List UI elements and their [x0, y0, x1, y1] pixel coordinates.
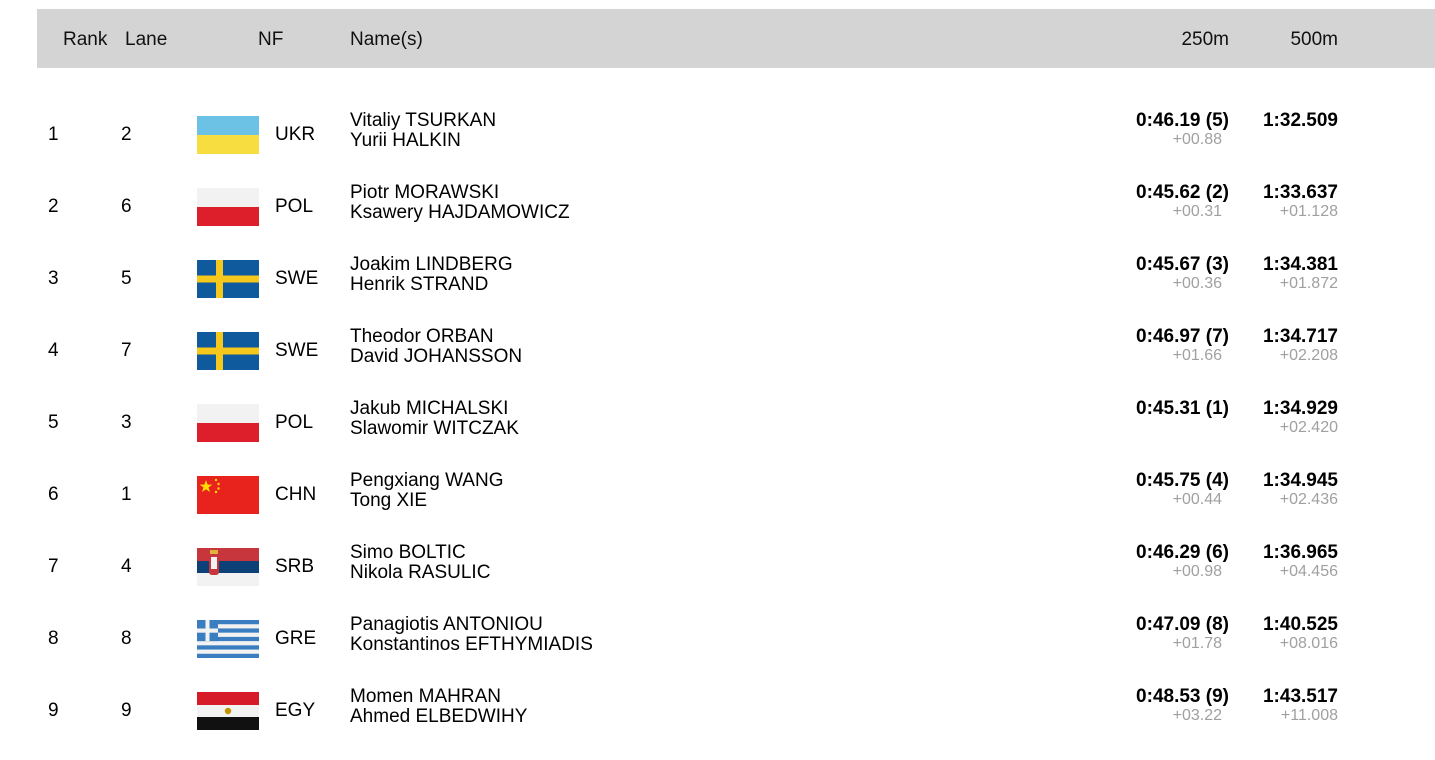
split-500m-time: 1:34.929 [1262, 398, 1338, 419]
split-500m-behind: +04.456 [1279, 563, 1338, 580]
split-500m-time: 1:34.945 [1262, 470, 1338, 491]
split-500m-behind: +11.008 [1280, 707, 1338, 724]
split-250m-time: 0:48.53 (9) [1136, 686, 1229, 707]
lane-cell: 6 [121, 196, 132, 217]
split-500m-behind: +02.208 [1279, 347, 1338, 364]
athlete-name: Joakim LINDBERG [350, 254, 513, 275]
ukraine-flag [197, 116, 259, 154]
sweden-flag [197, 332, 259, 370]
rank-cell: 2 [48, 196, 59, 217]
split-250m-behind: +01.66 [1172, 347, 1222, 364]
athlete-name: Ahmed ELBEDWIHY [350, 706, 528, 727]
split-250m-time: 0:47.09 (8) [1136, 614, 1229, 635]
poland-flag [197, 404, 259, 442]
rank-cell: 1 [48, 124, 59, 145]
egypt-flag [197, 692, 259, 730]
split-500m-time: 1:36.965 [1262, 542, 1338, 563]
split-250m-behind: +01.78 [1172, 635, 1222, 652]
header-250m: 250m [1181, 29, 1229, 50]
split-500m-time: 1:43.517 [1262, 686, 1338, 707]
table-row [0, 176, 1435, 248]
athlete-name: David JOHANSSON [350, 346, 523, 367]
athlete-name: Theodor ORBAN [350, 326, 494, 347]
rank-cell: 3 [48, 268, 59, 289]
split-250m-behind: +00.98 [1172, 563, 1222, 580]
lane-cell: 1 [121, 484, 132, 505]
split-250m-behind: +00.31 [1172, 203, 1222, 220]
split-500m-time: 1:40.525 [1262, 614, 1338, 635]
rank-cell: 5 [48, 412, 59, 433]
split-500m-behind: +01.872 [1279, 275, 1338, 292]
table-row [0, 680, 1435, 752]
split-250m-behind: +00.36 [1172, 275, 1222, 292]
table-row [0, 248, 1435, 320]
nf-code: SWE [275, 340, 319, 361]
lane-cell: 4 [121, 556, 132, 577]
split-250m-time: 0:46.19 (5) [1136, 110, 1229, 131]
athlete-name: Yurii HALKIN [350, 130, 461, 151]
nf-code: CHN [275, 484, 317, 505]
split-500m-time: 1:34.381 [1262, 254, 1338, 275]
poland-flag [197, 188, 259, 226]
header-lane: Lane [125, 29, 168, 50]
rank-cell: 6 [48, 484, 59, 505]
lane-cell: 7 [121, 340, 132, 361]
nf-code: SRB [275, 556, 315, 577]
header-nf: NF [258, 29, 284, 50]
split-500m-time: 1:33.637 [1262, 182, 1338, 203]
split-500m-behind: +08.016 [1279, 635, 1338, 652]
table-row [0, 320, 1435, 392]
split-250m-time: 0:45.75 (4) [1136, 470, 1229, 491]
header-rank: Rank [63, 29, 108, 50]
header-names: Name(s) [350, 29, 423, 50]
lane-cell: 9 [121, 700, 132, 721]
table-row [0, 608, 1435, 680]
split-500m-behind: +01.128 [1279, 203, 1338, 220]
split-500m-behind: +02.420 [1279, 419, 1338, 436]
lane-cell: 2 [121, 124, 132, 145]
lane-cell: 5 [121, 268, 132, 289]
sweden-flag [197, 260, 259, 298]
split-250m-time: 0:46.29 (6) [1136, 542, 1229, 563]
nf-code: GRE [275, 628, 317, 649]
greece-flag [197, 620, 259, 658]
china-flag [197, 476, 259, 514]
lane-cell: 3 [121, 412, 132, 433]
athlete-name: Slawomir WITCZAK [350, 418, 519, 439]
nf-code: POL [275, 412, 314, 433]
split-250m-behind: +03.22 [1172, 707, 1222, 724]
split-250m-time: 0:45.62 (2) [1136, 182, 1229, 203]
split-250m-time: 0:46.97 (7) [1136, 326, 1229, 347]
nf-code: UKR [275, 124, 316, 145]
rank-cell: 8 [48, 628, 59, 649]
athlete-name: Henrik STRAND [350, 274, 489, 295]
table-row [0, 536, 1435, 608]
rank-cell: 7 [48, 556, 59, 577]
table-row [0, 392, 1435, 464]
split-250m-time: 0:45.31 (1) [1136, 398, 1229, 419]
split-250m-behind: +00.88 [1172, 131, 1222, 148]
athlete-name: Nikola RASULIC [350, 562, 491, 583]
athlete-name: Panagiotis ANTONIOU [350, 614, 543, 635]
nf-code: SWE [275, 268, 319, 289]
split-500m-behind: +02.436 [1279, 491, 1338, 508]
athlete-name: Konstantinos EFTHYMIADIS [350, 634, 593, 655]
table-row [0, 464, 1435, 536]
rank-cell: 9 [48, 700, 59, 721]
split-250m-time: 0:45.67 (3) [1136, 254, 1229, 275]
athlete-name: Simo BOLTIC [350, 542, 466, 563]
split-250m-behind: +00.44 [1172, 491, 1222, 508]
header-500m: 500m [1290, 29, 1338, 50]
athlete-name: Vitaliy TSURKAN [350, 110, 497, 131]
athlete-name: Ksawery HAJDAMOWICZ [350, 202, 570, 223]
nf-code: POL [275, 196, 314, 217]
split-500m-time: 1:34.717 [1262, 326, 1338, 347]
rank-cell: 4 [48, 340, 59, 361]
table-row [0, 104, 1435, 176]
serbia-flag [197, 548, 259, 586]
athlete-name: Momen MAHRAN [350, 686, 501, 707]
athlete-name: Piotr MORAWSKI [350, 182, 500, 203]
lane-cell: 8 [121, 628, 132, 649]
athlete-name: Jakub MICHALSKI [350, 398, 509, 419]
split-500m-time: 1:32.509 [1262, 110, 1338, 131]
nf-code: EGY [275, 700, 316, 721]
athlete-name: Tong XIE [350, 490, 428, 511]
athlete-name: Pengxiang WANG [350, 470, 504, 491]
